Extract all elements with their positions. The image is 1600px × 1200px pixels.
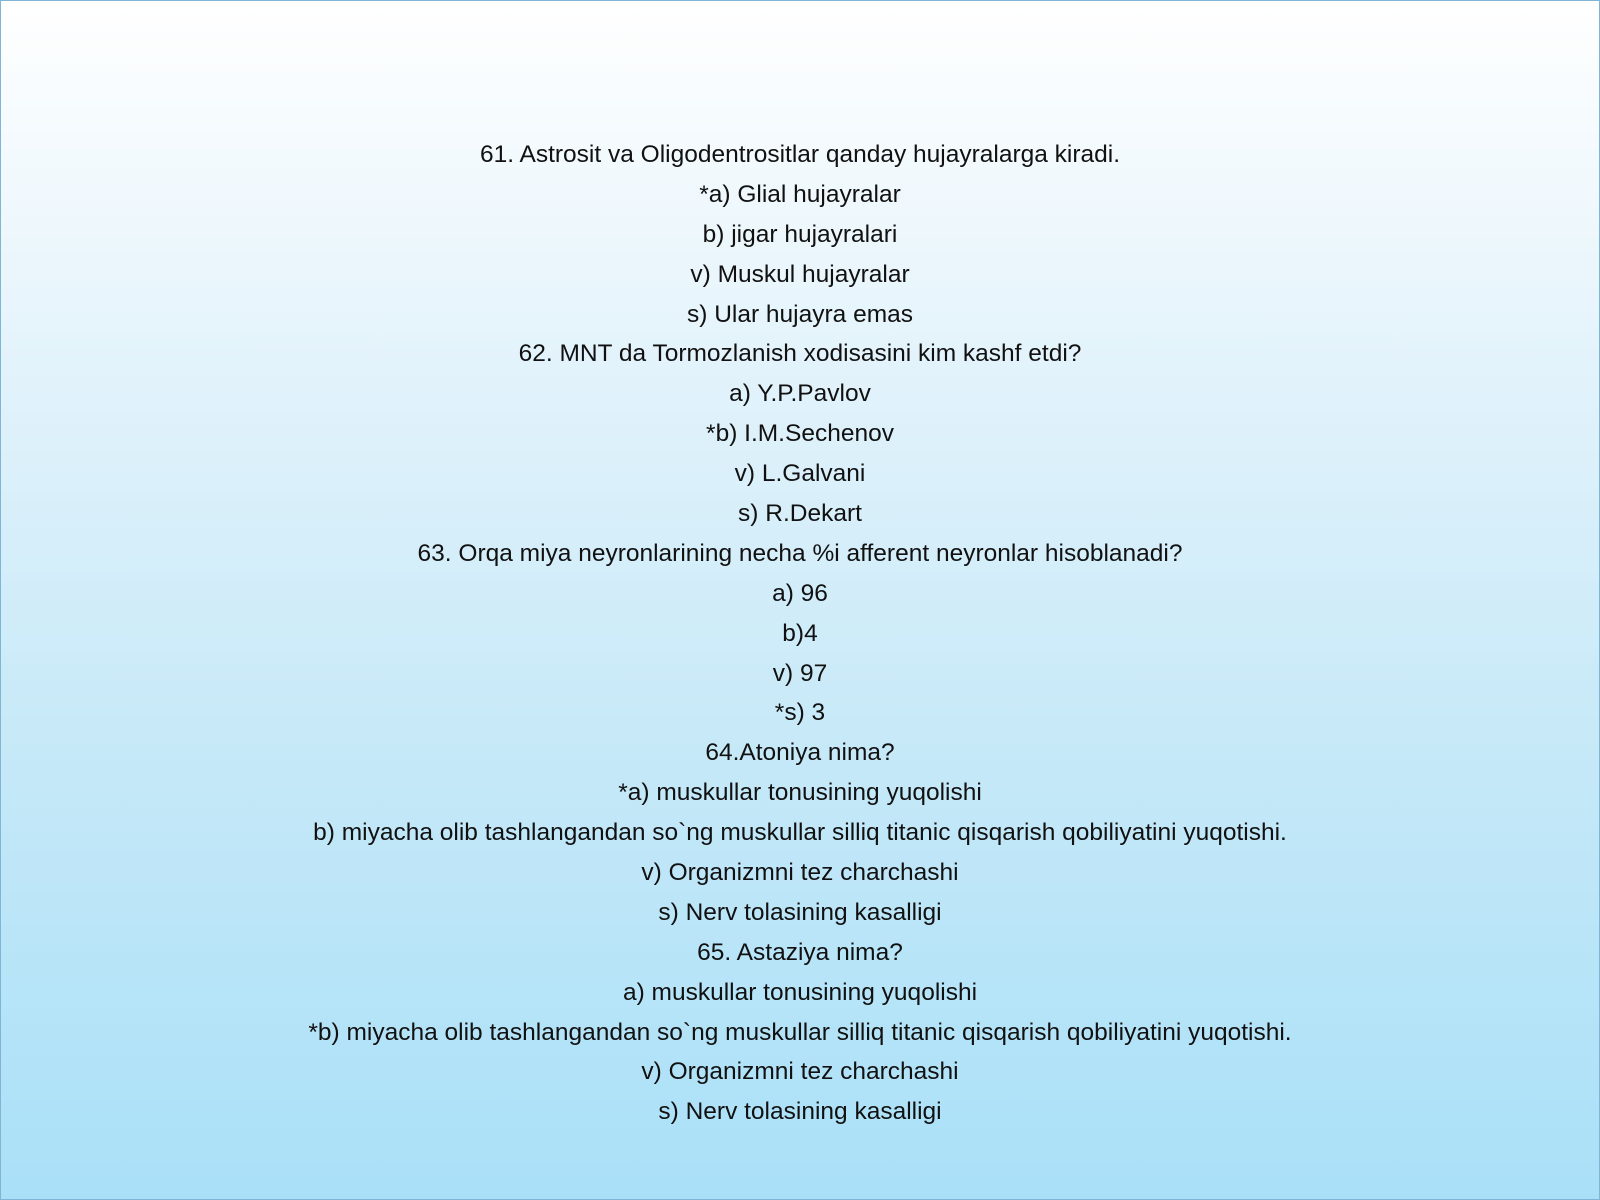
answer-option: v) Muskul hujayralar — [690, 260, 910, 288]
answer-option: s) Nerv tolasining kasalligi — [658, 1098, 942, 1126]
answer-option: *b) I.M.Sechenov — [706, 420, 894, 448]
answer-option: a) Y.P.Pavlov — [729, 380, 871, 408]
question-block-65 — [1, 933, 1599, 1132]
answer-option: v) Organizmni tez charchashi — [641, 859, 959, 887]
question-block-64 — [1, 733, 1599, 932]
quiz-text — [1, 135, 1599, 1132]
answer-option: *a) muskullar tonusining yuqolishi — [618, 779, 982, 807]
answer-option: b) jigar hujayralari — [702, 220, 898, 248]
question-text: 61. Astrosit va Oligodentrositlar qanday hujayralarga kiradi. — [479, 141, 1121, 168]
question-text: 62. MNT da Tormozlanish xodisasini kim kashf etdi? — [518, 340, 1082, 368]
answer-option: v) L.Galvani — [734, 460, 866, 488]
answer-option: *a) Glial hujayralar — [699, 180, 901, 208]
answer-option: b)4 — [782, 619, 818, 647]
question-text: 63. Orqa miya neyronlarining necha %i afferent neyronlar hisoblanadi? — [417, 539, 1183, 567]
question-block-62 — [1, 334, 1599, 533]
answer-option: v) 97 — [772, 659, 828, 687]
answer-option: v) Organizmni tez charchashi — [641, 1058, 959, 1086]
question-block-61 — [1, 135, 1599, 334]
question-text: 65. Astaziya nima? — [697, 938, 903, 966]
answer-option: s) R.Dekart — [738, 500, 862, 528]
answer-option: a) 96 — [772, 579, 828, 607]
question-block-63 — [1, 534, 1599, 733]
answer-option: s) Ular hujayra emas — [686, 300, 913, 328]
answer-option: *s) 3 — [774, 699, 826, 727]
answer-option: *b) miyacha olib tashlangandan so`ng muskullar silliq titanic qisqarish qobiliyatini yuqotishi. — [308, 1018, 1292, 1046]
question-text: 64.Atoniya nima? — [705, 739, 895, 767]
answer-option: s) Nerv tolasining kasalligi — [658, 898, 942, 926]
answer-option: a) muskullar tonusining yuqolishi — [622, 978, 978, 1006]
answer-option: b) miyacha olib tashlangandan so`ng muskullar silliq titanic qisqarish qobiliyatini yuqotishi. — [313, 819, 1287, 847]
